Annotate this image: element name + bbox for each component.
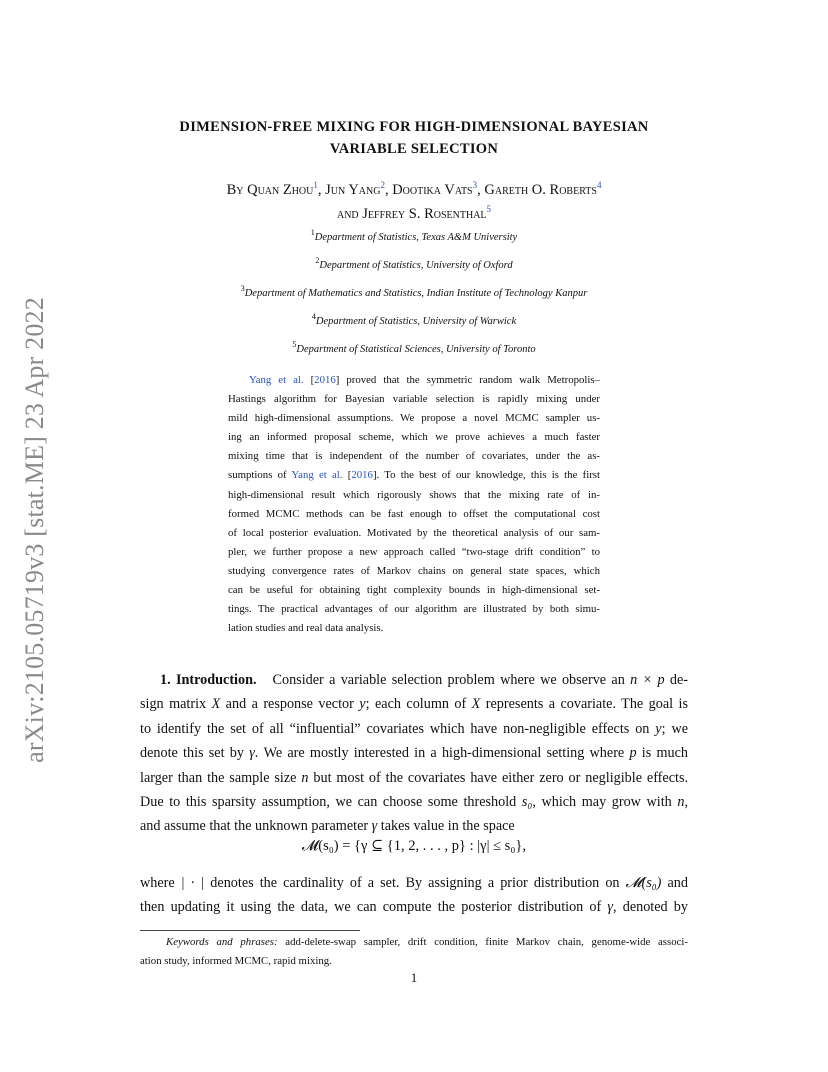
author-rosenthal: Jeffrey S. Rosenthal — [362, 206, 487, 222]
footnote-line: Keywords and phrases: add-delete-swap sampler, drift condition, finite Markov chain, genome-wide associ- — [166, 936, 689, 948]
author-affil-ref[interactable]: 1 — [313, 180, 318, 190]
arxiv-identifier-text: arXiv:2105.05719v3 [stat.ME] 23 Apr 2022 — [20, 297, 49, 763]
author-vats: Dootika Vats — [392, 182, 473, 198]
abstract-line: can be useful for obtaining tight complexity bounds in high-dimensional set- — [228, 584, 600, 597]
body-line: Due to this sparsity assumption, we can choose some threshold s₀, which may grow with n, — [140, 793, 688, 810]
abstract-line: mild high-dimensional assumptions. We propose a novel MCMC sampler us- — [228, 412, 600, 425]
arxiv-identifier — [12, 280, 58, 780]
and-word: and — [336, 206, 359, 222]
author-line-1: By Quan Zhou$^1$, Jun Yang$^2$, Dootika Vats$^3$, Gareth O. Roberts$^4$ — [226, 180, 602, 198]
title-line-2: VARIABLE SELECTION — [329, 141, 499, 157]
abstract-line: sumptions of Yang et al. [2016]. To the best of our knowledge, this is the first — [228, 469, 600, 482]
body-line: larger than the sample size n but most of the covariates have either zero or negligible effects. — [140, 769, 689, 786]
body-line: and assume that the unknown parameter γ takes value in the space — [140, 818, 515, 835]
citation-link[interactable]: Yang et al. — [291, 469, 343, 482]
citation-link[interactable]: Yang et al. — [249, 374, 304, 386]
footnote-line: ation study, informed MCMC, rapid mixing. — [140, 955, 332, 967]
citation-year-link[interactable]: 2016 — [351, 469, 373, 482]
abstract-line: formed MCMC methods can be fast enough to offset the computational cost — [228, 507, 600, 520]
abstract-line: pler, we further propose a new approach called “two-stage drift condition” to — [228, 545, 600, 558]
title-line-1: DIMENSION-FREE MIXING FOR HIGH-DIMENSIONAL BAYESIAN — [179, 119, 649, 135]
body-line: where | · | denotes the cardinality of a set. By assigning a prior distribution on 𝓜(s₀) and — [140, 875, 688, 891]
body-line: 1. Introduction. Consider a variable selection problem where we observe an n × p de- — [160, 672, 689, 688]
author-zhou: Quan Zhou — [247, 182, 314, 198]
display-equation: 𝓜(s₀) = {γ ⊆ {1, 2, . . . , p} : |γ| ≤ s₀}, — [302, 838, 526, 854]
introduction-paragraph — [140, 668, 688, 839]
abstract-line: studying convergence rates of Markov chains on general state spaces, which — [228, 564, 600, 577]
author-affil-ref[interactable]: 2 — [380, 180, 385, 190]
paper-title — [140, 116, 688, 160]
affiliation-1: $^1$Department of Statistics, Texas A&M University — [310, 228, 518, 243]
citation-year-link[interactable]: 2016 — [314, 374, 336, 386]
abstract — [228, 371, 600, 638]
affiliation-2: $^2$Department of Statistics, University of Oxford — [315, 256, 513, 271]
abstract-line: Yang et al. [2016] proved that the symmetric random walk Metropolis– — [249, 374, 600, 386]
keywords-footnote — [140, 933, 688, 971]
author-line-2 — [140, 202, 688, 226]
abstract-line: high-dimensional result which rigorously shows that the mixing rate of in- — [228, 488, 600, 501]
body-line: sign matrix X and a response vector y; each column of X represents a covariate. The goal is — [140, 696, 688, 713]
author-affil-ref[interactable]: 4 — [596, 180, 602, 190]
author-roberts: Gareth O. Roberts — [484, 182, 597, 198]
affiliation-5: $^5$Department of Statistical Sciences, University of Toronto — [292, 340, 536, 355]
body-line: denote this set by γ. We are mostly interested in a high-dimensional setting where p is much — [140, 745, 688, 762]
body-line: then updating it using the data, we can compute the posterior distribution of γ, denoted by — [140, 899, 688, 916]
page-number: 1 — [410, 970, 418, 985]
author-yang: Jun Yang — [325, 182, 381, 198]
author-affil-ref[interactable]: 5 — [486, 204, 492, 214]
body-line: to identify the set of all “influential” covariates which have non-negligible effects on y; we — [140, 720, 688, 737]
affiliation-3: $^3$Department of Mathematics and Statistics, Indian Institute of Technology Kanpur — [240, 284, 588, 299]
author-affil-ref[interactable]: 3 — [472, 180, 478, 190]
abstract-line: ing an informed proposal scheme, which we prove achieves a much faster — [228, 431, 600, 444]
abstract-line: Hastings algorithm for Bayesian variable selection is rapidly mixing under — [228, 393, 600, 406]
abstract-line: tings. The practical advantages of our algorithm are illustrated by both simu- — [228, 603, 600, 616]
abstract-line: lation studies and real data analysis. — [228, 622, 384, 635]
abstract-line: mixing time that is independent of the number of covariates, under the as- — [228, 450, 600, 463]
abstract-line: of local posterior evaluation. Motivated by the theoretical analysis of our sam- — [228, 526, 600, 539]
introduction-paragraph-continued — [140, 871, 688, 920]
affiliation-4: $^4$Department of Statistics, University of Warwick — [311, 312, 517, 327]
footnote-divider — [140, 930, 360, 931]
section-heading: 1. Introduction. — [160, 672, 257, 688]
author-list — [140, 178, 688, 226]
by-word: By — [226, 182, 244, 198]
keywords-label: Keywords and phrases: — [166, 936, 278, 948]
